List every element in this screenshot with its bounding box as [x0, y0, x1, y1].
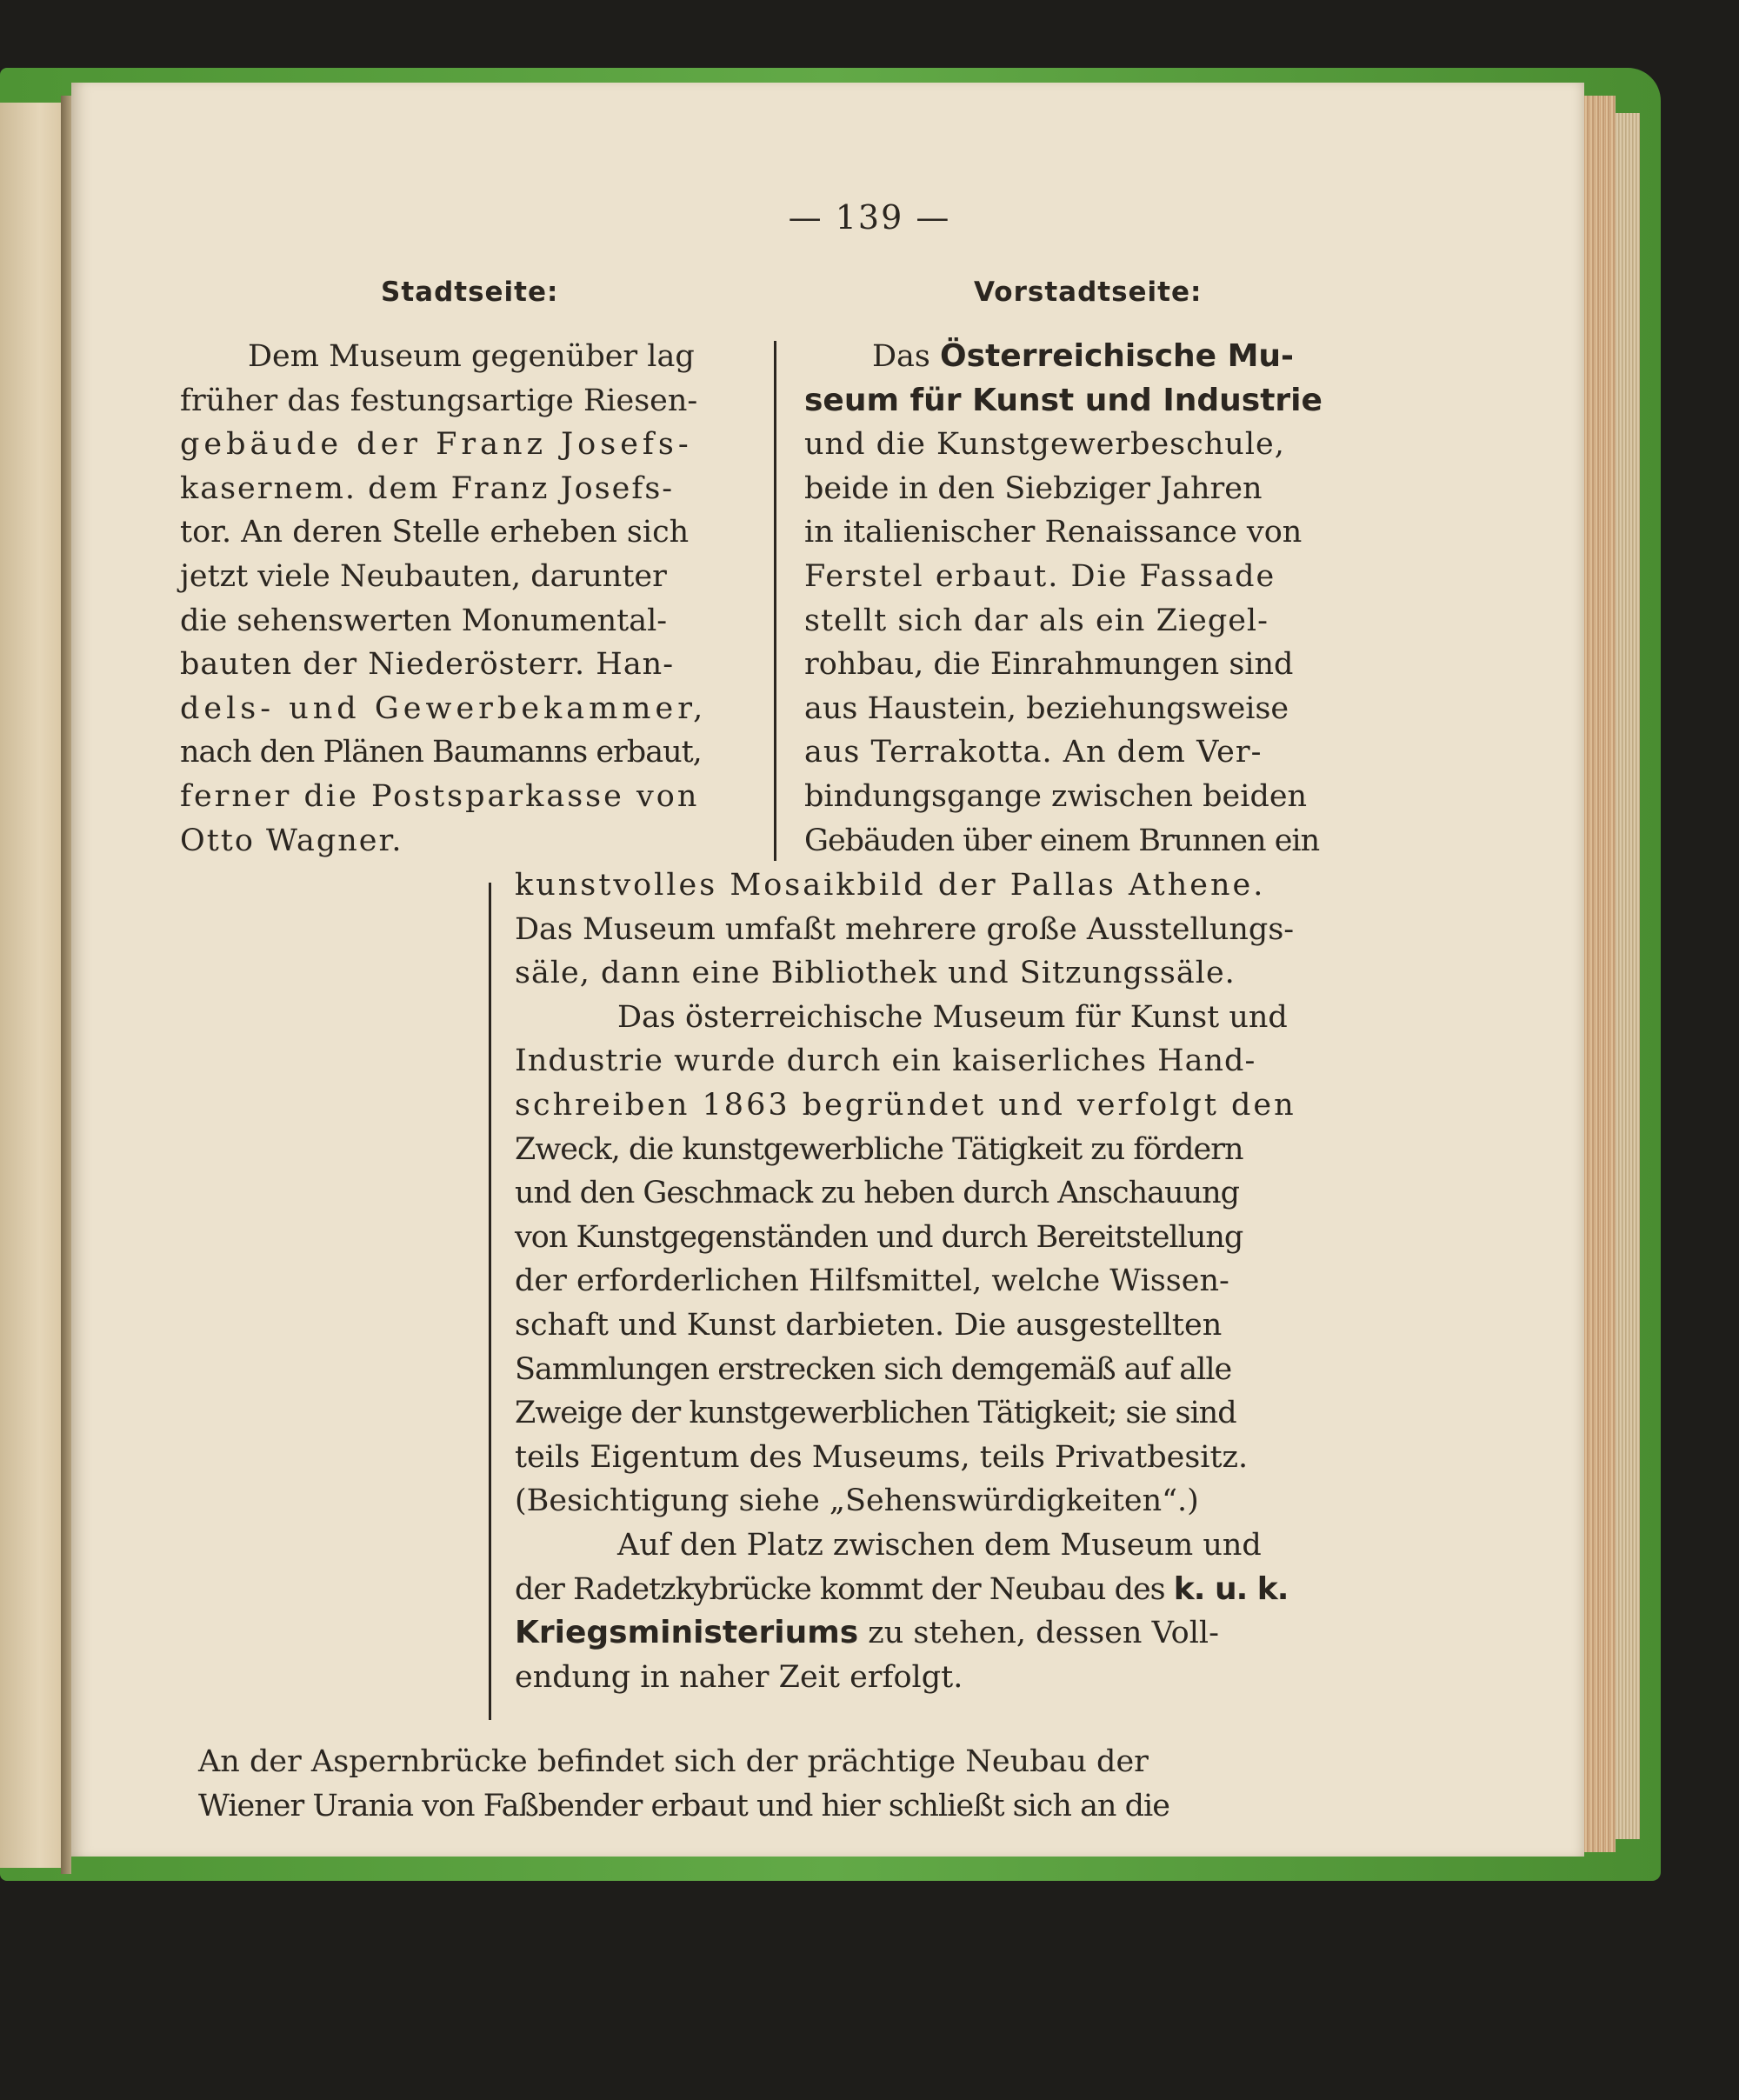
right-column-text	[804, 338, 1378, 869]
right-line-10: aus Terrakotta. An dem Ver-	[804, 735, 1263, 770]
right-line-3: und die Kunstgewerbeschule,	[804, 427, 1285, 463]
wide-line-17-text: der Radetzkybrücke kommt der Neubau des	[515, 1571, 1165, 1607]
wide-line-7: Zweck, die kunstgewerbliche Tätigkeit zu fördern	[515, 1131, 1243, 1167]
wide-line-11: schaft und Kunst darbieten. Die ausgestellten	[515, 1307, 1223, 1343]
left-line-11: ferner die Postsparkasse von	[180, 778, 700, 814]
left-line-10: nach den Plänen Baumanns erbaut,	[180, 735, 702, 770]
wide-line-5: Industrie wurde durch ein kaiserliches Hand-	[515, 1043, 1256, 1079]
wide-column-text	[515, 870, 1384, 1705]
left-line-2: früher das festungsartige Riesen-	[180, 383, 698, 418]
wide-line-16: Auf den Platz zwischen dem Museum und	[617, 1527, 1262, 1563]
wide-line-15: (Besichtigung siehe „Sehenswürdigkeiten“.)	[515, 1483, 1199, 1519]
museum-name-bold-1: Österreichische Mu-	[940, 338, 1294, 374]
bottom-line-1: An der Aspernbrücke befindet sich der prächtige Neubau der	[198, 1744, 1149, 1779]
wide-line-4: Das österreichische Museum für Kunst und	[617, 999, 1288, 1035]
page-edges-outer	[1616, 113, 1640, 1839]
wide-line-17	[515, 1570, 1384, 1618]
wide-line-12: Sammlungen erstrecken sich demgemäß auf alle	[515, 1351, 1232, 1387]
wide-line-3: säle, dann eine Bibliothek und Sitzungssäle.	[515, 956, 1236, 991]
right-line-4: beide in den Siebziger Jahren	[804, 470, 1263, 506]
ministry-bold-2: Kriegsministeriums	[515, 1615, 859, 1651]
right-line-11: bindungsgange zwischen beiden	[804, 778, 1308, 814]
bottom-line-2: Wiener Urania von Faßbender erbaut und hier schließt sich an die	[198, 1789, 1169, 1823]
book-gutter	[61, 96, 71, 1874]
right-line-8: rohbau, die Einrahmungen sind	[804, 647, 1294, 683]
wide-line-19: endung in naher Zeit erfolgt.	[515, 1659, 963, 1695]
right-line-6: Ferstel erbaut. Die Fassade	[804, 558, 1276, 594]
left-line-1: Dem Museum gegenüber lag	[248, 339, 695, 374]
right-line-9: aus Haustein, beziehungsweise	[804, 690, 1289, 726]
left-line-6: jetzt viele Neubauten, darunter	[180, 558, 667, 594]
wide-line-18	[515, 1617, 1384, 1662]
right-line-12: Gebäuden über einem Brunnen ein	[804, 823, 1320, 858]
ministry-bold-1: k. u. k.	[1173, 1570, 1289, 1607]
wide-line-14: teils Eigentum des Museums, teils Privatbesitz.	[515, 1439, 1249, 1475]
wide-line-1: kunstvolles Mosaikbild der Pallas Athene.	[515, 868, 1266, 903]
wide-line-10: der erforderlichen Hilfsmittel, welche Wissen-	[515, 1263, 1229, 1299]
wide-line-8: und den Geschmack zu heben durch Anschauung	[515, 1176, 1240, 1211]
left-column-text	[180, 341, 750, 869]
left-page-edge	[0, 103, 66, 1868]
wide-line-13: Zweige der kunstgewerblichen Tätigkeit; sie sind	[515, 1396, 1236, 1431]
museum-name-bold-2: seum für Kunst und Industrie	[804, 382, 1323, 418]
left-line-3: gebäude der Franz Josefs-	[180, 427, 693, 463]
wide-line-2: Das Museum umfaßt mehrere große Ausstellungs-	[515, 911, 1295, 947]
right-line-1-prefix: Das	[872, 339, 930, 374]
page-number: — 139 —	[788, 198, 951, 237]
left-line-9: dels- und Gewerbekammer,	[180, 690, 708, 726]
right-line-1	[804, 338, 1378, 385]
column-divider	[774, 341, 776, 861]
right-line-7: stellt sich dar als ein Ziegel-	[804, 603, 1269, 638]
left-line-8: bauten der Niederösterr. Han-	[180, 647, 675, 683]
right-line-5: in italienischer Renaissance von	[804, 515, 1303, 550]
page-edges	[1584, 96, 1616, 1852]
left-line-5: tor. An deren Stelle erheben sich	[180, 515, 690, 550]
right-heading: Vorstadtseite:	[974, 277, 1203, 308]
wide-line-6: schreiben 1863 begründet und verfolgt den	[515, 1087, 1296, 1123]
left-line-12: Otto Wagner.	[180, 823, 403, 858]
wide-line-18-text: zu stehen, dessen Voll-	[868, 1616, 1219, 1651]
left-heading: Stadtseite:	[381, 277, 559, 308]
left-line-7: die sehenswerten Monumental-	[180, 603, 668, 638]
left-line-4: kasernem. dem Franz Josefs-	[180, 470, 675, 506]
wide-line-9: von Kunstgegenständen und durch Bereitstellung	[515, 1219, 1243, 1255]
wide-column-rule	[489, 883, 491, 1720]
